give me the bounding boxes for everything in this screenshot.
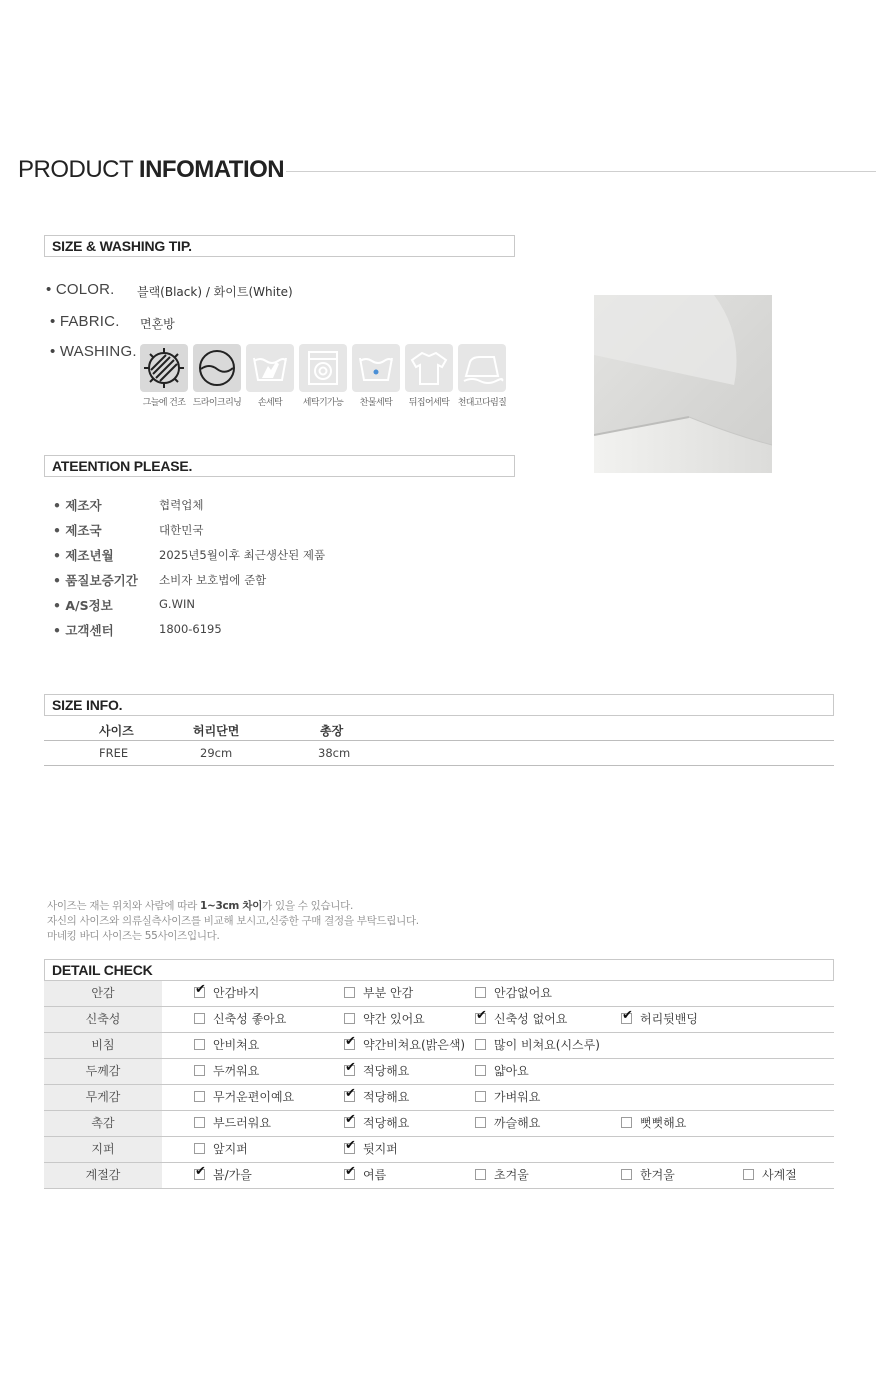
detail-option-label: 약간 있어요 <box>363 1012 425 1026</box>
length-col-header: 총장 <box>320 724 344 738</box>
detail-option-label: 한겨울 <box>640 1168 675 1182</box>
wash-caption-1: 그늘에 건조 <box>142 398 186 408</box>
detail-option-label: 신축성 좋아요 <box>213 1012 287 1026</box>
detail-option <box>344 1038 465 1054</box>
detail-option <box>475 1012 567 1028</box>
checked-box-icon <box>344 1169 355 1180</box>
unchecked-box-icon <box>194 1065 205 1076</box>
detail-row-label: 안감 <box>44 981 162 1006</box>
detail-option <box>194 986 259 1002</box>
detail-option <box>194 1090 294 1106</box>
detail-row-label: 계절감 <box>44 1163 162 1188</box>
detail-option-label: 가벼워요 <box>494 1090 541 1104</box>
unchecked-box-icon <box>475 1169 486 1180</box>
detail-option-label: 봄/가을 <box>213 1168 252 1182</box>
country-value: 대한민국 <box>159 523 204 537</box>
detail-option-label: 까슬해요 <box>494 1116 541 1130</box>
detail-option-label: 약간비쳐요(밝은색) <box>363 1038 466 1052</box>
machine-wash-icon <box>299 344 347 392</box>
detail-option <box>475 1064 529 1080</box>
unchecked-box-icon <box>194 1117 205 1128</box>
detail-option <box>344 1142 398 1158</box>
unchecked-box-icon <box>194 1039 205 1050</box>
manufacture-date-label: • 제조년월 <box>53 548 114 563</box>
checked-box-icon <box>621 1013 632 1024</box>
detail-option-label: 신축성 없어요 <box>494 1012 568 1026</box>
manufacturer-value: 협력업체 <box>159 498 204 512</box>
detail-row <box>44 981 834 1007</box>
fabric-value: 면혼방 <box>140 317 175 331</box>
wash-caption-3: 손세탁 <box>257 398 283 408</box>
unchecked-box-icon <box>621 1117 632 1128</box>
detail-row-label: 촉감 <box>44 1111 162 1136</box>
detail-option-label: 적당해요 <box>363 1090 410 1104</box>
detail-option <box>475 986 552 1002</box>
length-value: 38cm <box>318 746 351 760</box>
detail-option <box>743 1168 797 1184</box>
size-col-header: 사이즈 <box>99 724 134 738</box>
unchecked-box-icon <box>475 1091 486 1102</box>
detail-option <box>475 1116 540 1132</box>
detail-row <box>44 1163 834 1189</box>
detail-row <box>44 1137 834 1163</box>
checked-box-icon <box>194 1169 205 1180</box>
detail-option <box>344 1168 386 1184</box>
detail-option <box>194 1168 252 1184</box>
detail-row <box>44 1007 834 1033</box>
detail-option-label: 무거운편이예요 <box>213 1090 295 1104</box>
detail-option <box>344 1012 425 1028</box>
detail-row-label: 신축성 <box>44 1007 162 1032</box>
manufacture-date-value: 2025년5월이후 최근생산된 제품 <box>159 548 326 562</box>
attention-header: ATEENTION PLEASE. <box>44 455 515 477</box>
detail-row-label: 비침 <box>44 1033 162 1058</box>
size-note-2: 자신의 사이즈와 의류실측사이즈를 비교해 보시고,신중한 구매 결정을 부탁드립니다. <box>47 915 419 927</box>
detail-row-label: 지퍼 <box>44 1137 162 1162</box>
warranty-label: • 품질보증기간 <box>53 573 138 588</box>
size-value: FREE <box>99 746 129 760</box>
detail-option <box>194 1012 286 1028</box>
unchecked-box-icon <box>621 1169 632 1180</box>
detail-row <box>44 1085 834 1111</box>
detail-option <box>194 1116 271 1132</box>
detail-option-label: 적당해요 <box>363 1116 410 1130</box>
detail-option-label: 사계절 <box>762 1168 797 1182</box>
checked-box-icon <box>344 1117 355 1128</box>
checked-box-icon <box>475 1013 486 1024</box>
fabric-label: • FABRIC. <box>50 313 120 330</box>
page-title-light: PRODUCT <box>18 156 133 183</box>
detail-option <box>344 1116 409 1132</box>
detail-option <box>621 1116 686 1132</box>
inside-out-wash-icon <box>405 344 453 392</box>
unchecked-box-icon <box>743 1169 754 1180</box>
unchecked-box-icon <box>475 1039 486 1050</box>
cold-wash-icon <box>352 344 400 392</box>
detail-row <box>44 1033 834 1059</box>
detail-option-label: 안감없어요 <box>494 986 552 1000</box>
wash-caption-5: 찬물세탁 <box>359 398 393 408</box>
detail-option-label: 얇아요 <box>494 1064 529 1078</box>
as-info-label: • A/S정보 <box>53 598 113 613</box>
unchecked-box-icon <box>475 1065 486 1076</box>
customer-center-value: 1800-6195 <box>159 622 222 636</box>
detail-option-label: 여름 <box>363 1168 387 1182</box>
detail-option <box>194 1038 259 1054</box>
cloth-iron-icon <box>458 344 506 392</box>
detail-option <box>621 1012 698 1028</box>
detail-row-label: 두께감 <box>44 1059 162 1084</box>
detail-option <box>344 1064 409 1080</box>
detail-option-label: 안비쳐요 <box>213 1038 260 1052</box>
checked-box-icon <box>194 987 205 998</box>
color-value: 블랙(Black) / 화이트(White) <box>137 285 293 299</box>
detail-row-label: 무게감 <box>44 1085 162 1110</box>
detail-option-label: 적당해요 <box>363 1064 410 1078</box>
waist-col-header: 허리단면 <box>193 724 240 738</box>
checked-box-icon <box>344 1091 355 1102</box>
color-label: • COLOR. <box>46 281 115 298</box>
header-divider <box>286 171 876 172</box>
page-title-bold: INFOMATION <box>138 156 285 183</box>
detail-option <box>475 1168 529 1184</box>
manufacturer-label: • 제조자 <box>53 498 102 513</box>
detail-check-header: DETAIL CHECK <box>44 959 834 981</box>
unchecked-box-icon <box>194 1143 205 1154</box>
size-note-3: 마네킹 바디 사이즈는 55사이즈입니다. <box>47 930 220 942</box>
wash-caption-6: 뒤집어세탁 <box>408 398 450 408</box>
wash-caption-4: 세탁기가능 <box>302 398 344 408</box>
country-label: • 제조국 <box>53 523 102 538</box>
washing-label: • WASHING. <box>50 343 137 360</box>
detail-option-label: 허리뒷밴딩 <box>640 1012 698 1026</box>
detail-option-label: 부분 안감 <box>363 986 414 1000</box>
size-note-1: 사이즈는 재는 위치와 사람에 따라 1~3cm 차이가 있을 수 있습니다. <box>47 900 354 912</box>
detail-option <box>344 986 413 1002</box>
detail-option <box>344 1090 409 1106</box>
warranty-value: 소비자 보호법에 준함 <box>159 573 267 587</box>
size-info-header: SIZE INFO. <box>44 694 834 716</box>
detail-option-label: 초겨울 <box>494 1168 529 1182</box>
dry-clean-icon <box>193 344 241 392</box>
hand-wash-icon <box>246 344 294 392</box>
detail-option <box>194 1142 248 1158</box>
detail-option <box>475 1038 600 1054</box>
waist-value: 29cm <box>200 746 233 760</box>
fabric-swatch-image <box>594 295 772 473</box>
customer-center-label: • 고객센터 <box>53 623 114 638</box>
detail-option-label: 안감바지 <box>213 986 260 1000</box>
size-table-divider <box>44 740 834 741</box>
checked-box-icon <box>344 1039 355 1050</box>
size-table-bottom <box>44 765 834 766</box>
unchecked-box-icon <box>344 987 355 998</box>
unchecked-box-icon <box>475 987 486 998</box>
checked-box-icon <box>344 1143 355 1154</box>
detail-option-label: 뻣뻣해요 <box>640 1116 687 1130</box>
checked-box-icon <box>344 1065 355 1076</box>
detail-option <box>475 1090 540 1106</box>
detail-option-label: 많이 비쳐요(시스루) <box>494 1038 600 1052</box>
detail-row <box>44 1059 834 1085</box>
as-info-value: G.WIN <box>159 597 195 611</box>
detail-row <box>44 1111 834 1137</box>
shade-dry-icon <box>140 344 188 392</box>
size-washing-header: SIZE & WASHING TIP. <box>44 235 515 257</box>
detail-option-label: 뒷지퍼 <box>363 1142 398 1156</box>
wash-caption-7: 천대고다림질 <box>457 398 507 408</box>
detail-option <box>194 1064 259 1080</box>
unchecked-box-icon <box>344 1013 355 1024</box>
unchecked-box-icon <box>194 1013 205 1024</box>
detail-option <box>621 1168 675 1184</box>
wash-caption-2: 드라이크리닝 <box>192 398 242 408</box>
detail-option-label: 앞지퍼 <box>213 1142 248 1156</box>
unchecked-box-icon <box>194 1091 205 1102</box>
unchecked-box-icon <box>475 1117 486 1128</box>
detail-option-label: 부드러워요 <box>213 1116 271 1130</box>
page-title <box>18 156 284 184</box>
detail-option-label: 두꺼워요 <box>213 1064 260 1078</box>
